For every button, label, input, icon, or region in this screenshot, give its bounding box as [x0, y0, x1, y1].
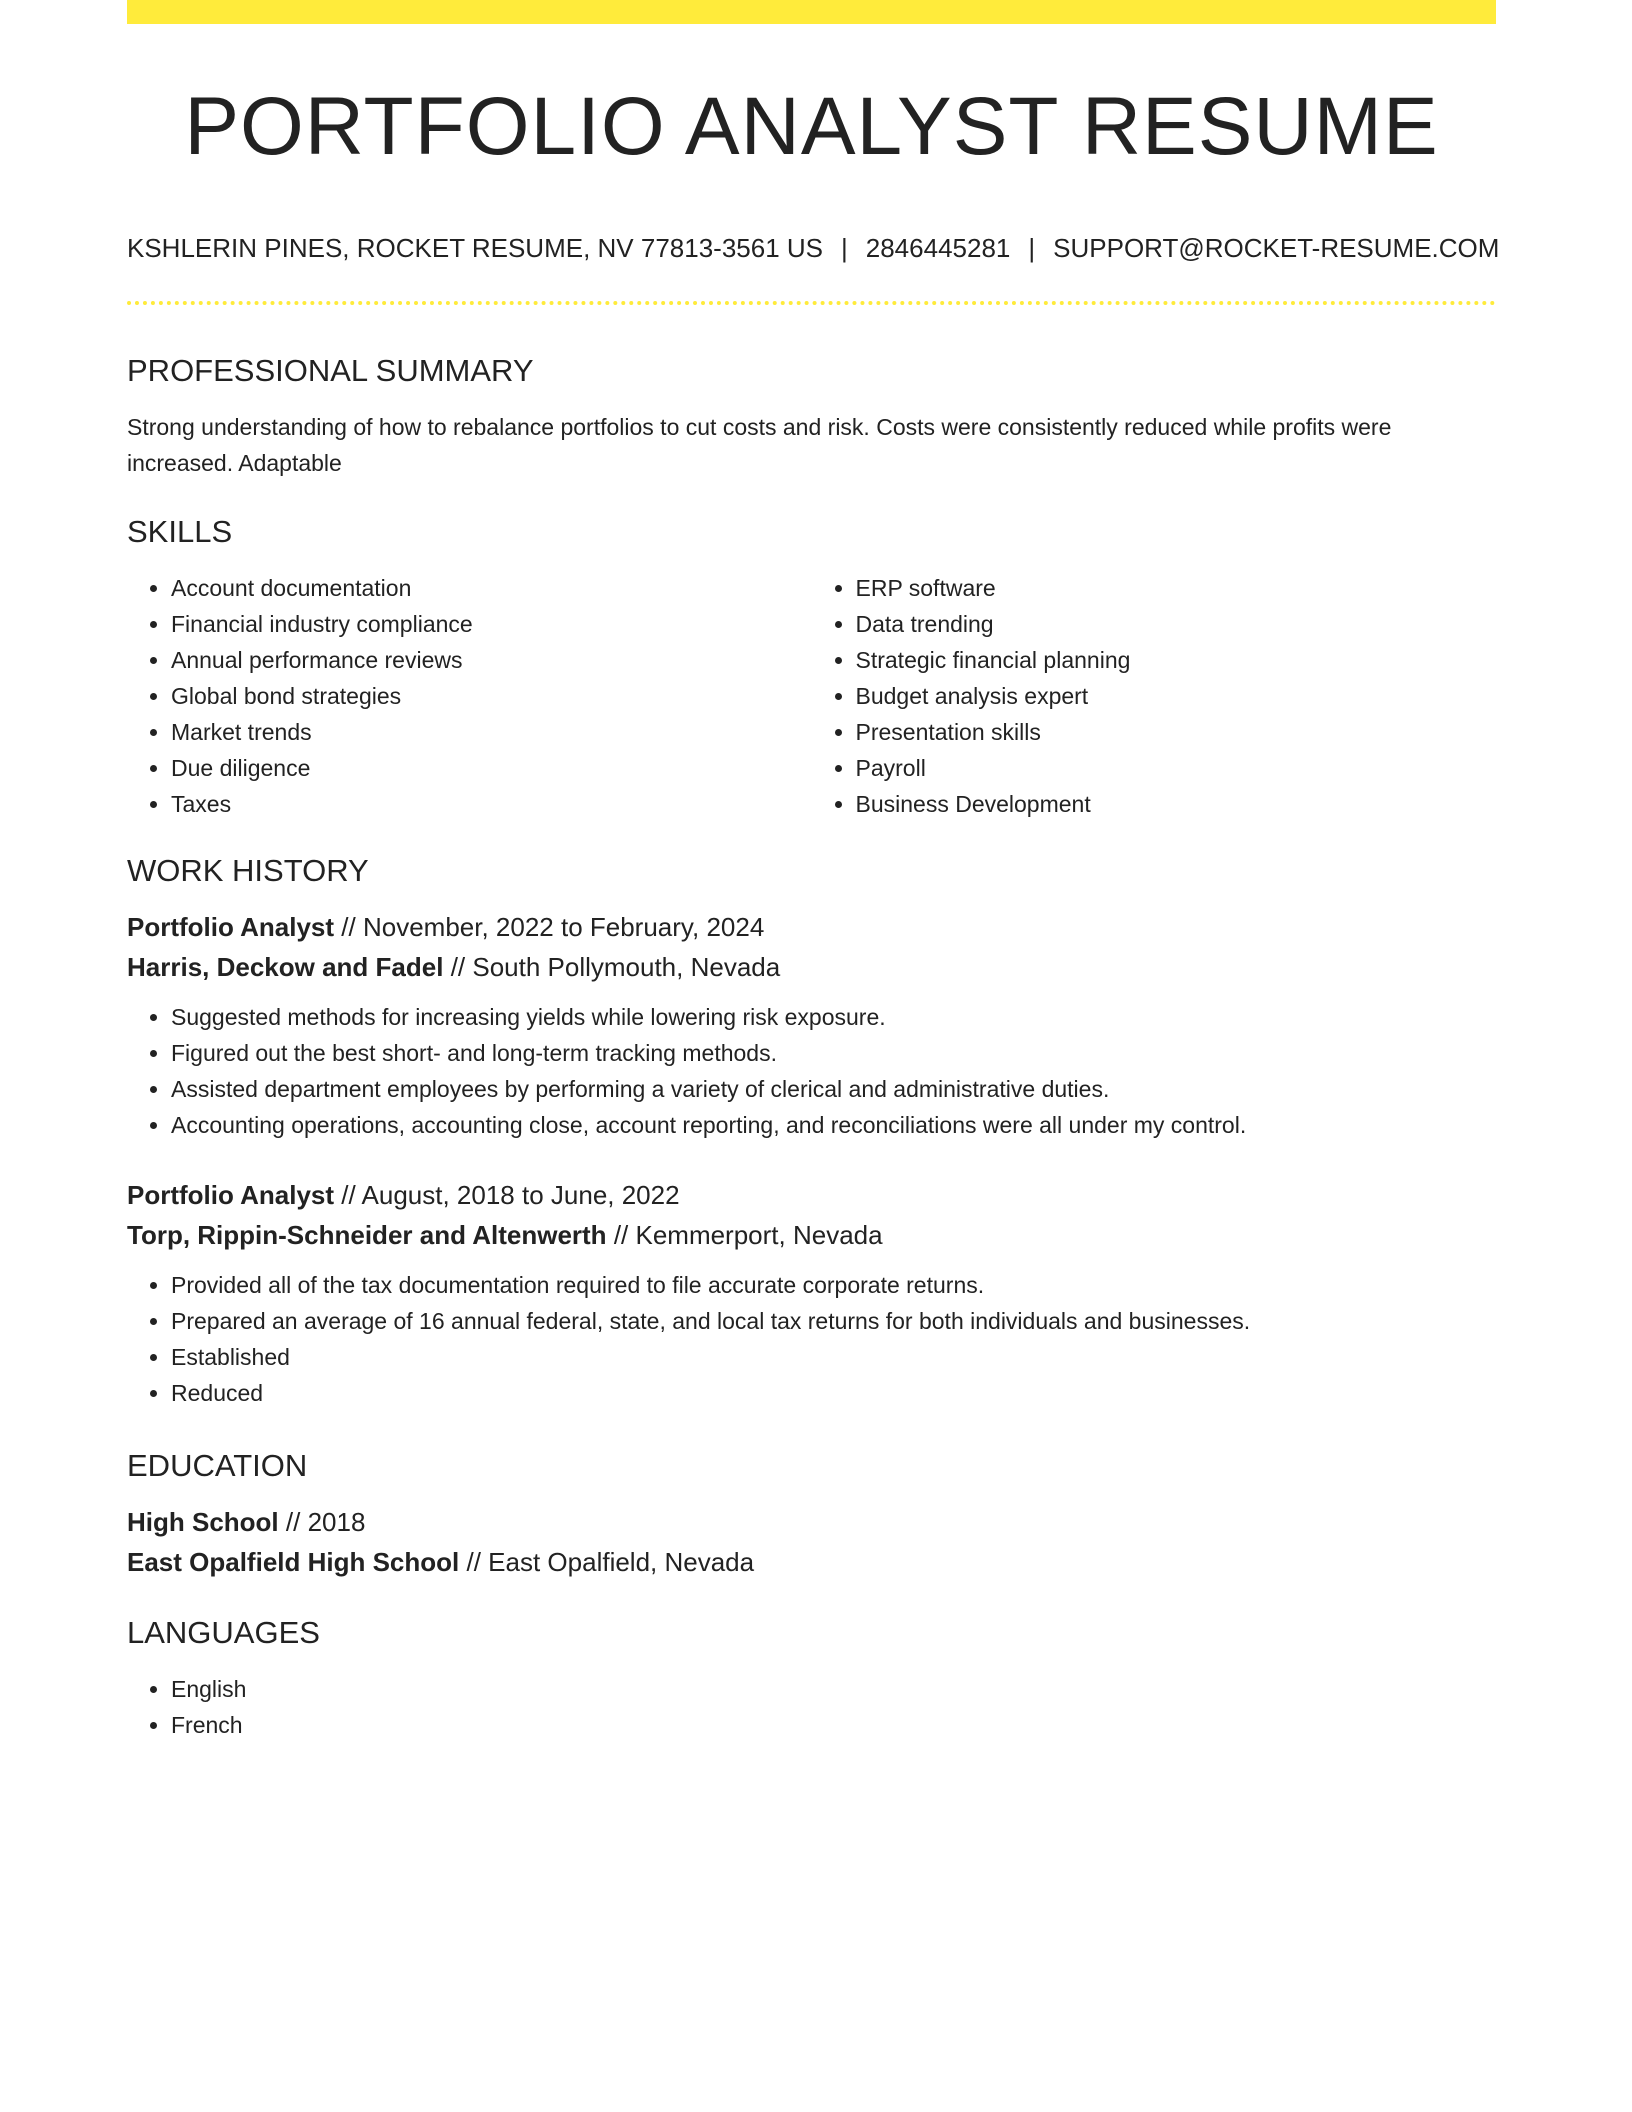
job-title-line	[127, 907, 1496, 947]
job-title: Portfolio Analyst	[127, 912, 335, 943]
education-section	[127, 1447, 1496, 1582]
job-bullet: • Assisted department employees by performing a variety of clerical and administrative duties.	[171, 1071, 1496, 1107]
skills-heading: SKILLS	[127, 514, 233, 549]
skill-item: • Business Development	[856, 786, 1497, 822]
top-accent-bar	[127, 0, 1496, 24]
skill-item: • Due diligence	[171, 750, 812, 786]
skill-item: • Global bond strategies	[171, 678, 812, 714]
job-title: Portfolio Analyst	[127, 1180, 335, 1211]
education-school: East Opalfield High School	[127, 1547, 460, 1578]
summary-text: Strong understanding of how to rebalance portfolios to cut costs and risk. Costs were consistently reduced while profits were increased. Adaptable	[127, 414, 1392, 477]
resume-page	[127, 0, 1500, 1739]
education-location: // East Opalfield, Nevada	[466, 1547, 755, 1578]
job-company: Harris, Deckow and Fadel	[127, 952, 444, 983]
work-history-heading: WORK HISTORY	[127, 853, 369, 888]
job-bullets	[127, 1267, 1496, 1411]
skill-item: • ERP software	[856, 570, 1497, 606]
language-item: • French	[171, 1707, 1496, 1743]
skills-list-right	[812, 570, 1497, 822]
job-entry	[127, 1175, 1496, 1411]
skills-columns	[127, 570, 1496, 822]
resume-title: PORTFOLIO ANALYST RESUME	[184, 81, 1439, 172]
job-bullet: • Accounting operations, accounting close, account reporting, and reconciliations were all under my control.	[171, 1107, 1496, 1143]
contact-separator: |	[1028, 233, 1036, 263]
job-bullet: • Suggested methods for increasing yields while lowering risk exposure.	[171, 999, 1496, 1035]
header-divider	[127, 301, 1496, 305]
job-bullet: • Figured out the best short- and long-term tracking methods.	[171, 1035, 1496, 1071]
summary-heading: PROFESSIONAL SUMMARY	[127, 353, 534, 388]
education-degree-line	[127, 1502, 1496, 1542]
contact-separator: |	[841, 233, 848, 263]
skill-item: • Account documentation	[171, 570, 812, 606]
skills-section	[127, 513, 1496, 822]
languages-list	[127, 1671, 1496, 1743]
languages-heading: LANGUAGES	[127, 1615, 320, 1650]
job-company-line	[127, 1215, 1496, 1255]
skill-item: • Strategic financial planning	[856, 642, 1497, 678]
education-degree: High School	[127, 1507, 279, 1538]
job-bullet: • Provided all of the tax documentation required to file accurate corporate returns.	[171, 1267, 1496, 1303]
job-bullets	[127, 999, 1496, 1143]
job-dates: // November, 2022 to February, 2024	[341, 912, 765, 943]
education-entry	[127, 1502, 1496, 1582]
skill-item: • Financial industry compliance	[171, 606, 812, 642]
contact-line	[127, 233, 1500, 264]
job-title-line	[127, 1175, 1496, 1215]
skill-item: • Payroll	[856, 750, 1497, 786]
skill-item: • Taxes	[171, 786, 812, 822]
job-entry	[127, 907, 1496, 1143]
languages-section	[127, 1614, 1496, 1743]
job-bullet: • Prepared an average of 16 annual federal, state, and local tax returns for both individuals and businesses.	[171, 1303, 1496, 1339]
job-company: Torp, Rippin-Schneider and Altenwerth	[127, 1220, 607, 1251]
job-dates: // August, 2018 to June, 2022	[341, 1180, 680, 1211]
skill-item: • Budget analysis expert	[856, 678, 1497, 714]
job-location: // Kemmerport, Nevada	[613, 1220, 883, 1251]
skill-item: • Market trends	[171, 714, 812, 750]
contact-email: SUPPORT@ROCKET-RESUME.COM	[1053, 233, 1500, 263]
job-company-line	[127, 947, 1496, 987]
education-heading: EDUCATION	[127, 1448, 308, 1483]
job-location: // South Pollymouth, Nevada	[450, 952, 781, 983]
summary-section	[127, 352, 1496, 481]
contact-address: KSHLERIN PINES, ROCKET RESUME, NV 77813-3561 US	[127, 233, 823, 263]
contact-phone: 2846445281	[865, 233, 1011, 263]
skills-list-left	[127, 570, 812, 822]
skill-item: • Presentation skills	[856, 714, 1497, 750]
skill-item: • Annual performance reviews	[171, 642, 812, 678]
work-history-section	[127, 852, 1496, 1411]
education-school-line	[127, 1542, 1496, 1582]
education-year: // 2018	[285, 1507, 366, 1538]
skill-item: • Data trending	[856, 606, 1497, 642]
job-bullet: • Reduced	[171, 1375, 1496, 1411]
language-item: • English	[171, 1671, 1496, 1707]
job-bullet: • Established	[171, 1339, 1496, 1375]
